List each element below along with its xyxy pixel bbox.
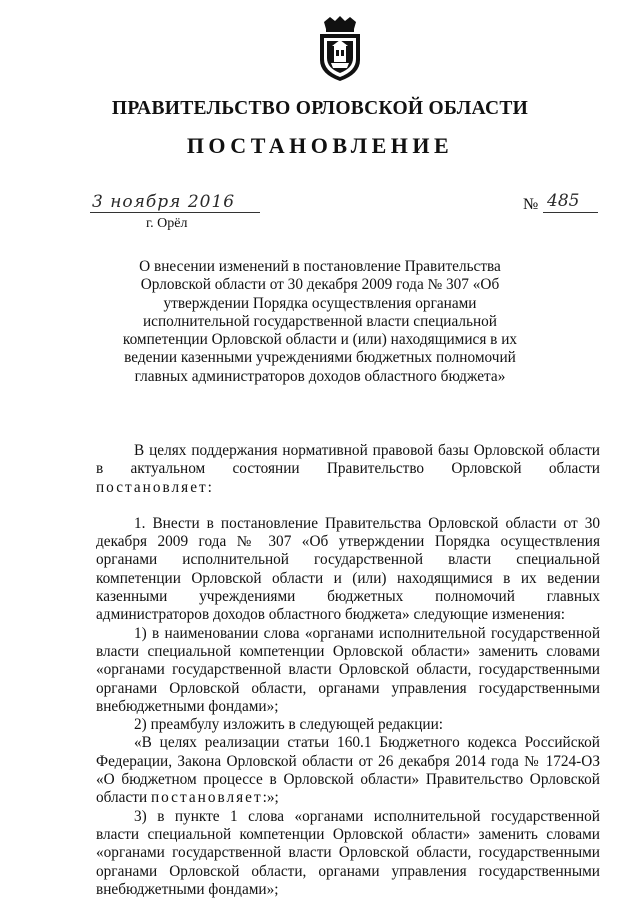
clause-1-item-3: 3) в пункте 1 слова «органами исполнительной государственной власти специальной компетенции Орловской области» заменить словами «органами государственной власти Орловской области, государственными органами Орловской области, органами управления государственными внебюджетными фондами»; (96, 807, 600, 898)
preamble-keyword: постановляет (96, 478, 208, 496)
clause-1: 1. Внести в постановление Правительства Орловской области от 30 декабря 2009 года № 307 «Об утверждении Порядка осуществления органами исполнительной государственной власти специальной компетенции Орловской области и (или) находящимися в их ведении казенными учреждениями бюджетных полномочий главных администраторов доходов областного бюджета» следующие изменения: (96, 514, 600, 624)
orel-region-coat-of-arms-icon (314, 16, 366, 82)
date-underline (90, 212, 260, 213)
handwritten-number: 485 (547, 191, 580, 211)
quote-text: «В целях реализации статьи 160.1 Бюджетного кодекса Российской Федерации, Закона Орловской области от 26 декабря 2014 года № 1724-ОЗ «О бюджетном процессе в Орловской области» Правительство Орловской области (96, 734, 600, 807)
preamble-text: В целях поддержания нормативной правовой базы Орловской области в актуальном состоянии Правительство Орловской области (96, 442, 600, 478)
city-label: г. Орёл (146, 216, 188, 231)
preamble-paragraph (96, 442, 600, 497)
number-underline (543, 212, 598, 213)
government-title: ПРАВИТЕЛЬСТВО ОРЛОВСКОЙ ОБЛАСТИ (111, 98, 529, 119)
document-subject: О внесении изменений в постановление Правительства Орловской области от 30 декабря 2009 года № 307 «Об утверждении Порядка осуществления органами исполнительной государственной власти специальной компетенции Орловской области и (или) находящимися в их ведении казенными учреждениями бюджетных полномочий главных администраторов доходов областного бюджета» (122, 258, 518, 385)
document-type: ПОСТАНОВЛЕНИЕ (186, 133, 454, 158)
number-label: № (523, 196, 539, 213)
handwritten-date: 3 ноября 2016 (92, 192, 236, 212)
clause-1-item-2: 2) преамбулу изложить в следующей редакции: (134, 716, 444, 734)
clause-1-item-2-quote (96, 734, 600, 807)
clause-1-item-1: 1) в наименовании слова «органами исполнительной государственной власти специальной компетенции Орловской области» заменить словами «органами государственной власти Орловской области, государственными органами Орловской области, органами управления государственными внебюджетными фондами»; (96, 624, 600, 715)
quote-keyword: постановляет (150, 789, 263, 807)
preamble-end: : (207, 478, 212, 496)
quote-end: :»; (262, 789, 279, 807)
document-body (96, 442, 600, 899)
